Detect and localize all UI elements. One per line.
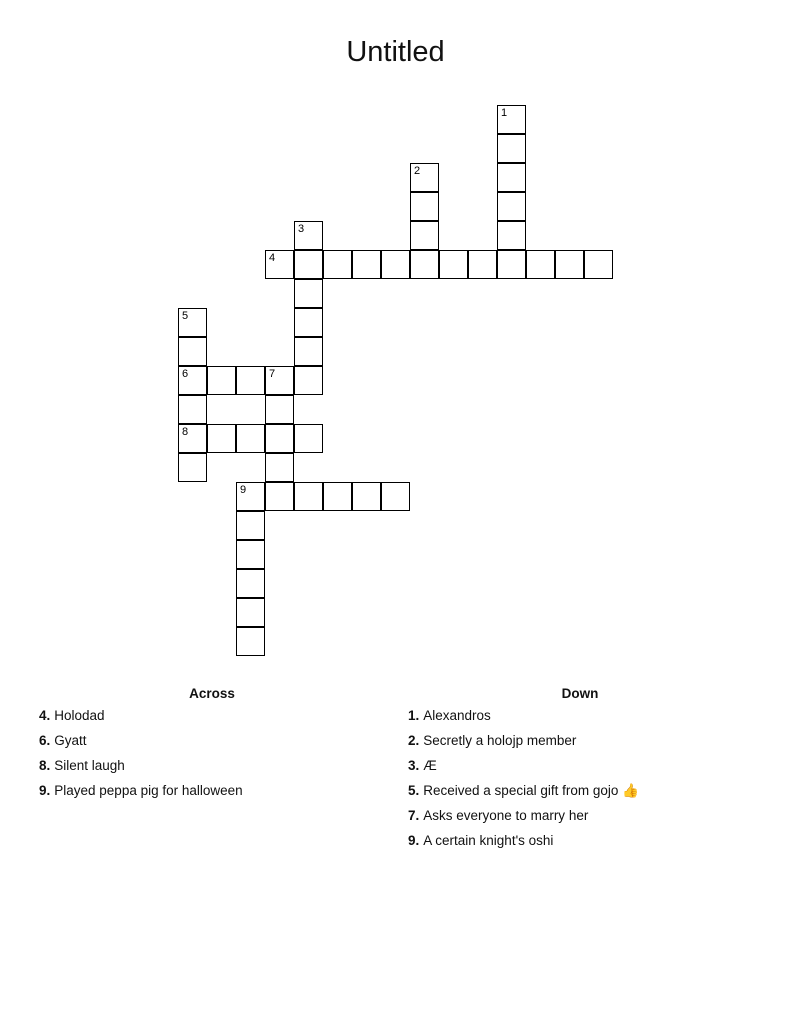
clue-number: 5. [408, 783, 420, 798]
down-clue [408, 733, 639, 758]
grid-cell[interactable] [294, 250, 323, 279]
grid-cell[interactable] [178, 424, 207, 453]
clue-text: Holodad [54, 708, 105, 723]
grid-cell[interactable] [497, 105, 526, 134]
grid-cell[interactable] [294, 337, 323, 366]
grid-cell[interactable] [294, 482, 323, 511]
grid-cell[interactable] [294, 279, 323, 308]
clue-number: 1. [408, 708, 420, 723]
across-clue [39, 783, 243, 808]
clue-number: 9. [39, 783, 51, 798]
grid-cell[interactable] [178, 395, 207, 424]
grid-cell[interactable] [352, 250, 381, 279]
grid-cell[interactable] [265, 424, 294, 453]
grid-cell[interactable] [497, 134, 526, 163]
clue-text: Alexandros [423, 708, 491, 723]
clue-text: Secretly a holojp member [423, 733, 577, 748]
grid-cell[interactable] [410, 192, 439, 221]
grid-cell[interactable] [526, 250, 555, 279]
grid-cell[interactable] [323, 482, 352, 511]
cell-number: 1 [501, 107, 508, 119]
grid-cell[interactable] [410, 221, 439, 250]
grid-cell[interactable] [294, 308, 323, 337]
grid-cell[interactable] [439, 250, 468, 279]
grid-cell[interactable] [236, 424, 265, 453]
grid-cell[interactable] [468, 250, 497, 279]
down-clue [408, 783, 639, 808]
grid-cell[interactable] [236, 482, 265, 511]
grid-cell[interactable] [265, 366, 294, 395]
clue-text: Silent laugh [54, 758, 125, 773]
grid-cell[interactable] [265, 482, 294, 511]
grid-cell[interactable] [178, 453, 207, 482]
clue-text: Received a special gift from gojo 👍 [423, 783, 639, 798]
across-clue [39, 708, 243, 733]
clue-number: 3. [408, 758, 420, 773]
cell-number: 5 [182, 310, 189, 322]
grid-cell[interactable] [497, 250, 526, 279]
down-heading: Down [561, 686, 599, 701]
page-title: Untitled [346, 36, 445, 68]
across-heading: Across [189, 686, 235, 701]
grid-cell[interactable] [294, 366, 323, 395]
grid-cell[interactable] [410, 163, 439, 192]
grid-cell[interactable] [236, 569, 265, 598]
cell-number: 7 [269, 368, 276, 380]
down-clue [408, 708, 639, 733]
clue-text: Asks everyone to marry her [423, 808, 589, 823]
clue-number: 6. [39, 733, 51, 748]
grid-cell[interactable] [265, 395, 294, 424]
grid-cell[interactable] [236, 540, 265, 569]
cell-number: 3 [298, 223, 305, 235]
grid-cell[interactable] [381, 250, 410, 279]
cell-number: 8 [182, 426, 189, 438]
clue-number: 4. [39, 708, 51, 723]
down-clue-list [408, 708, 639, 858]
clue-text: Æ [423, 758, 437, 773]
down-clue [408, 833, 639, 858]
grid-cell[interactable] [584, 250, 613, 279]
grid-cell[interactable] [294, 424, 323, 453]
grid-cell[interactable] [236, 598, 265, 627]
cell-number: 9 [240, 484, 247, 496]
grid-cell[interactable] [323, 250, 352, 279]
grid-cell[interactable] [497, 163, 526, 192]
down-clue [408, 808, 639, 833]
grid-cell[interactable] [497, 192, 526, 221]
grid-cell[interactable] [555, 250, 584, 279]
clue-number: 8. [39, 758, 51, 773]
grid-cell[interactable] [352, 482, 381, 511]
clue-number: 2. [408, 733, 420, 748]
grid-cell[interactable] [410, 250, 439, 279]
down-clue [408, 758, 639, 783]
grid-cell[interactable] [497, 221, 526, 250]
grid-cell[interactable] [178, 337, 207, 366]
grid-cell[interactable] [207, 424, 236, 453]
cell-number: 6 [182, 368, 189, 380]
clue-text: Gyatt [54, 733, 87, 748]
grid-cell[interactable] [381, 482, 410, 511]
clue-number: 7. [408, 808, 420, 823]
grid-cell[interactable] [178, 366, 207, 395]
grid-cell[interactable] [265, 250, 294, 279]
across-clue [39, 758, 243, 783]
across-clue-list [39, 708, 243, 808]
cell-number: 2 [414, 165, 421, 177]
clue-text: Played peppa pig for halloween [54, 783, 243, 798]
clue-text: A certain knight's oshi [423, 833, 554, 848]
grid-cell[interactable] [294, 221, 323, 250]
grid-cell[interactable] [236, 627, 265, 656]
grid-cell[interactable] [236, 511, 265, 540]
grid-cell[interactable] [207, 366, 236, 395]
across-clue [39, 733, 243, 758]
grid-cell[interactable] [265, 453, 294, 482]
clue-number: 9. [408, 833, 420, 848]
cell-number: 4 [269, 252, 276, 264]
grid-cell[interactable] [236, 366, 265, 395]
grid-cell[interactable] [178, 308, 207, 337]
